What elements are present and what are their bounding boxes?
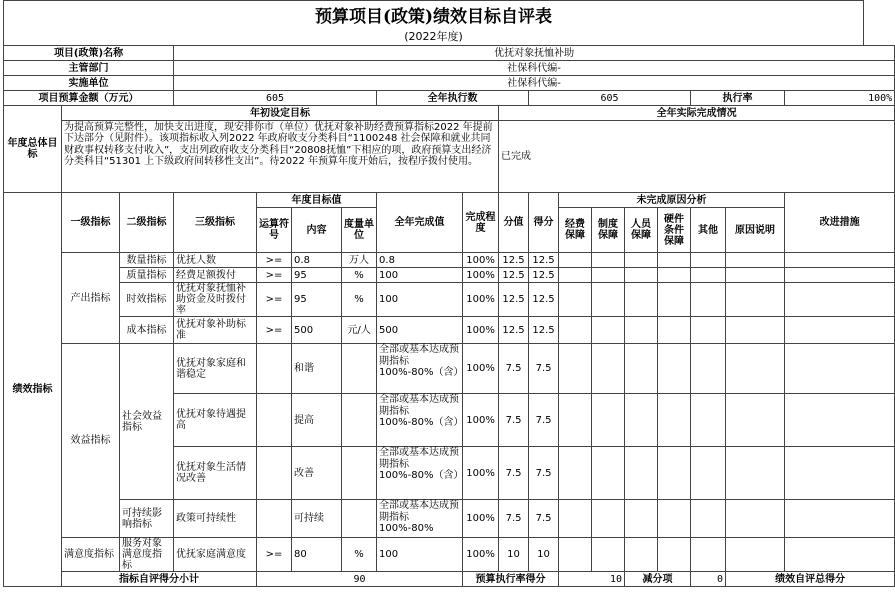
score-cell: 12.5 xyxy=(499,268,529,283)
level3-cell: 优抚对象待遇提高 xyxy=(174,394,257,447)
score-cell: 10 xyxy=(499,538,529,572)
unit-cell xyxy=(342,447,377,500)
unit-cell xyxy=(342,394,377,447)
empty-cell xyxy=(625,344,658,394)
level3-cell: 优抚对象补助标准 xyxy=(174,317,257,344)
goal-actual-header: 全年实际完成情况 xyxy=(499,106,895,121)
goal-initial-header: 年初设定目标 xyxy=(62,106,499,121)
empty-cell xyxy=(625,538,658,572)
done-cell: 500 xyxy=(377,317,463,344)
header-score: 分值 xyxy=(499,193,529,253)
empty-cell xyxy=(785,317,895,344)
goal-actual-text: 已完成 xyxy=(499,121,895,193)
rate-label: 执行率 xyxy=(691,91,785,106)
content-cell: 95 xyxy=(292,268,342,283)
got-cell: 12.5 xyxy=(529,253,559,268)
empty-cell xyxy=(658,538,691,572)
table-row xyxy=(4,538,895,572)
op-cell: >= xyxy=(257,283,292,317)
subtotal-value: 90 xyxy=(257,572,463,587)
empty-cell xyxy=(592,344,625,394)
header-op: 运算符号 xyxy=(257,208,292,253)
got-cell: 7.5 xyxy=(529,344,559,394)
header-level2: 二级指标 xyxy=(120,193,174,253)
content-cell: 提高 xyxy=(292,394,342,447)
empty-cell xyxy=(625,447,658,500)
empty-cell xyxy=(785,283,895,317)
empty-cell xyxy=(726,344,785,394)
unit-value: 社保科代编- xyxy=(174,76,895,91)
header-reason-desc: 原因说明 xyxy=(726,208,785,253)
level3-cell: 优抚对象家庭和谐稳定 xyxy=(174,344,257,394)
got-cell: 12.5 xyxy=(529,268,559,283)
degree-cell: 100% xyxy=(463,500,499,538)
empty-cell xyxy=(785,268,895,283)
header-improve: 改进措施 xyxy=(785,193,895,253)
goal-initial-text: 为提高预算完整性，加快支出进度，现安排你市（单位）优抚对象补助经费预算指标2022 年提前下达部分（见附件）。该项指标收入列2022 年政府收支分类科目“1100248 社会保障和就业共同财政事权转移支付收入”，支出列政府收支分类科目“20808抚恤”下相应的项，政府预算支出经济分类科目“51301 上下级政府间转移性支出”。待2022 年预算年度开始后，按程序拨付使用。 xyxy=(62,121,499,193)
group-satisfaction: 满意度指标 xyxy=(62,538,120,572)
empty-cell xyxy=(658,344,691,394)
header-reason-staff: 人员保障 xyxy=(625,208,658,253)
unit-cell xyxy=(342,500,377,538)
empty-cell xyxy=(785,447,895,500)
level2-cell: 数量指标 xyxy=(120,253,174,268)
empty-cell xyxy=(592,268,625,283)
empty-cell xyxy=(559,268,592,283)
level2-cell: 服务对象满意度指标 xyxy=(120,538,174,572)
level2-cell: 可持续影响指标 xyxy=(120,500,174,538)
unit-cell: % xyxy=(342,538,377,572)
empty-cell xyxy=(592,500,625,538)
degree-cell: 100% xyxy=(463,344,499,394)
header-got: 得分 xyxy=(529,193,559,253)
content-cell: 0.8 xyxy=(292,253,342,268)
table-row xyxy=(4,317,895,344)
op-cell xyxy=(257,394,292,447)
sub-social: 社会效益指标 xyxy=(120,344,174,500)
content-cell: 可持续 xyxy=(292,500,342,538)
empty-cell xyxy=(658,268,691,283)
empty-cell xyxy=(658,283,691,317)
got-cell: 7.5 xyxy=(529,394,559,447)
empty-cell xyxy=(658,317,691,344)
unit-cell: % xyxy=(342,268,377,283)
empty-cell xyxy=(559,344,592,394)
empty-cell xyxy=(691,538,726,572)
got-cell: 12.5 xyxy=(529,283,559,317)
header-level1: 一级指标 xyxy=(62,193,120,253)
empty-cell xyxy=(592,283,625,317)
evaluation-sheet xyxy=(3,0,893,587)
table-row xyxy=(4,253,895,268)
empty-cell xyxy=(726,447,785,500)
empty-cell xyxy=(726,394,785,447)
unit-cell xyxy=(342,344,377,394)
content-cell: 80 xyxy=(292,538,342,572)
score-cell: 12.5 xyxy=(499,317,529,344)
table-row xyxy=(4,500,895,538)
project-name-value: 优抚对象抚恤补助 xyxy=(174,46,895,61)
empty-cell xyxy=(726,317,785,344)
empty-cell xyxy=(625,283,658,317)
op-cell xyxy=(257,447,292,500)
header-reason-fund: 经费保障 xyxy=(559,208,592,253)
empty-cell xyxy=(691,447,726,500)
op-cell xyxy=(257,500,292,538)
degree-cell: 100% xyxy=(463,317,499,344)
degree-cell: 100% xyxy=(463,283,499,317)
level3-cell: 优抚家庭满意度 xyxy=(174,538,257,572)
empty-cell xyxy=(726,268,785,283)
empty-cell xyxy=(691,500,726,538)
level3-cell: 政策可持续性 xyxy=(174,500,257,538)
empty-cell xyxy=(691,268,726,283)
empty-cell xyxy=(658,253,691,268)
empty-cell xyxy=(658,394,691,447)
empty-cell xyxy=(691,253,726,268)
empty-cell xyxy=(726,500,785,538)
unit-cell: 元/人 xyxy=(342,317,377,344)
level2-cell: 成本指标 xyxy=(120,317,174,344)
empty-cell xyxy=(691,344,726,394)
header-reason-other: 其他 xyxy=(691,208,726,253)
deduct-value: 0 xyxy=(691,572,726,587)
unit-cell: % xyxy=(342,283,377,317)
dept-label: 主管部门 xyxy=(4,61,174,76)
rate-value: 100% xyxy=(785,91,895,106)
unit-label: 实施单位 xyxy=(4,76,174,91)
group-benefit: 效益指标 xyxy=(62,344,120,538)
deduct-label: 减分项 xyxy=(625,572,691,587)
score-cell: 7.5 xyxy=(499,344,529,394)
done-cell: 100 xyxy=(377,268,463,283)
done-cell: 全部或基本达成预期指标100%-80%（含） xyxy=(377,447,463,500)
header-level3: 三级指标 xyxy=(174,193,257,253)
empty-cell xyxy=(559,253,592,268)
level3-cell: 优抚对象抚恤补助资金及时拨付率 xyxy=(174,283,257,317)
done-cell: 全部或基本达成预期指标100%-80% xyxy=(377,500,463,538)
goal-label: 年度总体目标 xyxy=(4,106,62,193)
empty-cell xyxy=(691,394,726,447)
header-unit: 度量单位 xyxy=(342,208,377,253)
exec-value: 605 xyxy=(529,91,691,106)
done-cell: 全部或基本达成预期指标100%-80%（含） xyxy=(377,394,463,447)
empty-cell xyxy=(559,538,592,572)
content-cell: 500 xyxy=(292,317,342,344)
empty-cell xyxy=(592,447,625,500)
empty-cell xyxy=(691,317,726,344)
header-content: 内容 xyxy=(292,208,342,253)
table-row xyxy=(4,268,895,283)
empty-cell xyxy=(592,317,625,344)
degree-cell: 100% xyxy=(463,253,499,268)
empty-cell xyxy=(559,394,592,447)
empty-cell xyxy=(726,283,785,317)
header-degree: 完成程度 xyxy=(463,193,499,253)
content-cell: 改善 xyxy=(292,447,342,500)
score-cell: 7.5 xyxy=(499,394,529,447)
got-cell: 7.5 xyxy=(529,447,559,500)
budget-score-label: 预算执行率得分 xyxy=(463,572,559,587)
empty-cell xyxy=(592,394,625,447)
op-cell: >= xyxy=(257,538,292,572)
empty-cell xyxy=(559,317,592,344)
empty-cell xyxy=(625,268,658,283)
table-row xyxy=(4,344,895,394)
level2-cell: 时效指标 xyxy=(120,283,174,317)
empty-cell xyxy=(559,447,592,500)
group-output: 产出指标 xyxy=(62,253,120,344)
empty-cell xyxy=(785,394,895,447)
empty-cell xyxy=(785,344,895,394)
got-cell: 7.5 xyxy=(529,500,559,538)
exec-label: 全年执行数 xyxy=(377,91,529,106)
empty-cell xyxy=(658,447,691,500)
content-cell: 和谐 xyxy=(292,344,342,394)
score-cell: 12.5 xyxy=(499,253,529,268)
done-cell: 100 xyxy=(377,283,463,317)
level2-cell: 质量指标 xyxy=(120,268,174,283)
empty-cell xyxy=(625,500,658,538)
op-cell: >= xyxy=(257,317,292,344)
total-label: 绩效自评总得分 xyxy=(726,572,895,587)
budget-score-value: 10 xyxy=(559,572,625,587)
empty-cell xyxy=(625,317,658,344)
degree-cell: 100% xyxy=(463,538,499,572)
level3-cell: 优抚对象生活情况改善 xyxy=(174,447,257,500)
empty-cell xyxy=(726,538,785,572)
score-cell: 12.5 xyxy=(499,283,529,317)
empty-cell xyxy=(658,500,691,538)
op-cell xyxy=(257,344,292,394)
project-name-label: 项目(政策)名称 xyxy=(4,46,174,61)
unit-cell: 万人 xyxy=(342,253,377,268)
empty-cell xyxy=(785,538,895,572)
empty-cell xyxy=(785,500,895,538)
dept-value: 社保科代编- xyxy=(174,61,895,76)
done-cell: 0.8 xyxy=(377,253,463,268)
empty-cell xyxy=(726,253,785,268)
empty-cell xyxy=(625,253,658,268)
degree-cell: 100% xyxy=(463,268,499,283)
degree-cell: 100% xyxy=(463,447,499,500)
empty-cell xyxy=(691,283,726,317)
header-reason-hw: 硬件条件保障 xyxy=(658,208,691,253)
header-complete: 全年完成值 xyxy=(377,193,463,253)
header-reason-sys: 制度保障 xyxy=(592,208,625,253)
empty-cell xyxy=(559,283,592,317)
level3-cell: 优抚人数 xyxy=(174,253,257,268)
level3-cell: 经费足额拨付 xyxy=(174,268,257,283)
header-reason: 未完成原因分析 xyxy=(559,193,785,208)
subtotal-label: 指标自评得分小计 xyxy=(62,572,257,587)
budget-label: 项目预算金额（万元） xyxy=(4,91,174,106)
evaluation-table xyxy=(3,45,895,587)
year-subtitle: (2022年度) xyxy=(3,30,864,45)
degree-cell: 100% xyxy=(463,394,499,447)
empty-cell xyxy=(785,253,895,268)
header-target: 年度目标值 xyxy=(257,193,377,208)
table-row xyxy=(4,283,895,317)
done-cell: 100 xyxy=(377,538,463,572)
content-cell: 95 xyxy=(292,283,342,317)
page-title: 预算项目(政策)绩效目标自评表 xyxy=(3,0,864,30)
empty-cell xyxy=(592,253,625,268)
got-cell: 10 xyxy=(529,538,559,572)
empty-cell xyxy=(592,538,625,572)
got-cell: 12.5 xyxy=(529,317,559,344)
score-cell: 7.5 xyxy=(499,500,529,538)
score-cell: 7.5 xyxy=(499,447,529,500)
empty-cell xyxy=(625,394,658,447)
op-cell: >= xyxy=(257,268,292,283)
budget-value: 605 xyxy=(174,91,377,106)
done-cell: 全部或基本达成预期指标100%-80%（含） xyxy=(377,344,463,394)
empty-cell xyxy=(559,500,592,538)
perf-label: 绩效指标 xyxy=(4,193,62,587)
op-cell: >= xyxy=(257,253,292,268)
